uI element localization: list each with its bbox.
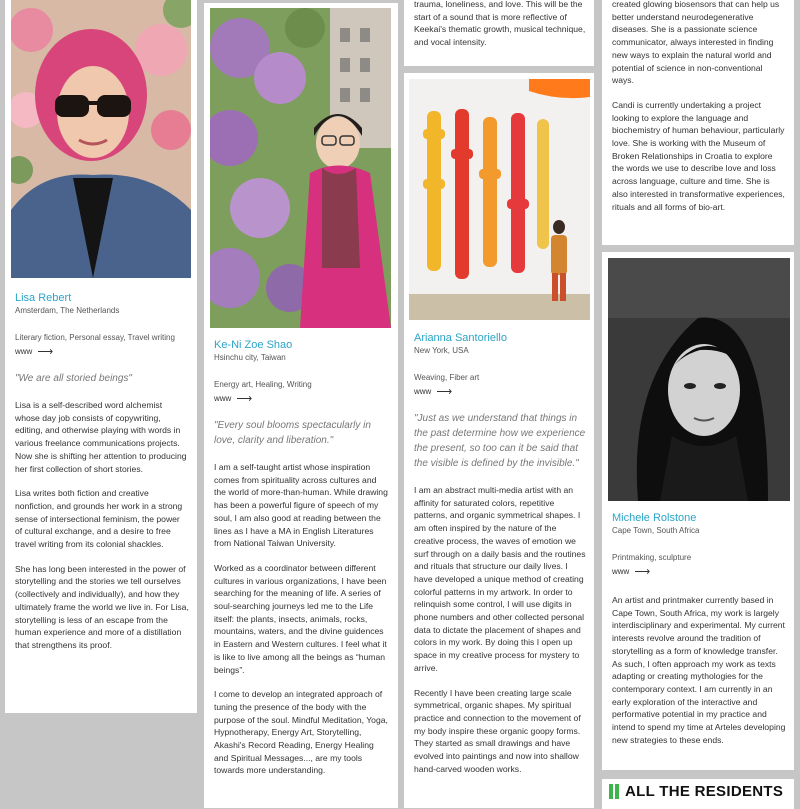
profile-paragraph: Candi is currently undertaking a project looking to explore the language and biochemistry of human behaviour, particularly love. She is working with the Museum of Broken Relationships in Croatia to explore the words we use to describe love and loss across language, culture and time. She is also interested in transformative experiences, rituals and all forms of bio-art. xyxy=(612,99,785,212)
profile-tags: Energy art, Healing, Writing xyxy=(214,380,312,389)
section-heading: ALL THE RESIDENTS xyxy=(625,783,784,800)
profile-paragraph: trauma, loneliness, and love. This will be the start of a sound that is more reflective of Keekai's thematic growth, musical technique, and vocal intensity. xyxy=(414,0,586,48)
profile-photo-michele-rolstone[interactable] xyxy=(608,258,790,501)
profile-card-fragment xyxy=(404,0,594,66)
profile-paragraph: Lisa writes both fiction and creative nonfiction, and grounds her work in a strong sense of intersectional feminism, the power of cultural exchange, and a desire to free travel writing from its colonial shackles. xyxy=(15,488,183,550)
website-link[interactable] xyxy=(414,386,586,398)
arrow-right-icon[interactable]: ⟶ xyxy=(37,346,54,358)
profile-quote: "Every soul blooms spectacularly in love, clarity and liberation." xyxy=(214,420,371,446)
website-link-label[interactable]: www xyxy=(15,347,33,356)
arrow-right-icon[interactable]: ⟶ xyxy=(236,393,253,405)
profile-paragraph: An artist and printmaker currently based in Cape Town, South Africa, my work is largely interdisciplinary and experimental. My current interests revolve around the tradition of storytelling as a form of knowledge transfer. As such, I often approach my work as texts adapting or creating mythologies for the contemporary context. I am currently in an early exploration of the interactive and performative potential in my practice and intend to spend my time at Arteles developing new strategies to these ends. xyxy=(612,595,786,745)
all-residents-section xyxy=(602,779,794,809)
arrow-right-icon[interactable]: ⟶ xyxy=(436,386,453,398)
profile-card-lisa-rebert xyxy=(5,0,197,713)
profile-location: Cape Town, South Africa xyxy=(612,526,700,535)
website-link-label[interactable]: www xyxy=(414,387,432,396)
profile-paragraph: I am an abstract multi-media artist with an affinity for saturated colors, repetitive patterns, and organic symmetrical shapes. I am often inspired by the nature of the creative process, the waves of emotion we surf through on a daily basis and the routines and rituals that structure our daily lives. I have developed a unique method of creating colorful patterns in my artwork. In order to relinquish some control, I will use digits in phone numbers and other collected personal data to dictate the placement of shapes and colors in my work. By doing this I open up space in my creative process for mystery to arrive. xyxy=(414,485,586,673)
profile-card-ke-ni-zoe-shao xyxy=(204,3,398,808)
profile-quote: "Just as we understand that things in the past determine how we experience the present, so too can it be said that the visible is defined by the invisible." xyxy=(414,413,586,469)
profile-card-fragment xyxy=(602,0,794,245)
profile-quote: "We are all storied beings" xyxy=(15,373,132,384)
profile-photo-ke-ni-zoe-shao[interactable] xyxy=(210,8,391,328)
profile-paragraph: Recently I have been creating large scale symmetrical, organic shapes. My spiritual practice and connection to the movement of my body inspire these organic goopy forms. They started as small drawings and have evolved into paintings and now into shallow hand-carved wooden works. xyxy=(414,687,581,774)
website-link-label[interactable]: www xyxy=(612,567,630,576)
profile-card-michele-rolstone xyxy=(602,252,794,770)
arrow-right-icon[interactable]: ⟶ xyxy=(634,566,651,578)
profile-tags: Weaving, Fiber art xyxy=(414,373,480,382)
profile-name[interactable]: Ke-Ni Zoe Shao xyxy=(214,339,293,351)
profile-name[interactable]: Michele Rolstone xyxy=(612,512,697,524)
profile-card-arianna-santoriello xyxy=(404,73,594,808)
section-marker-icon xyxy=(609,784,619,799)
profile-location: New York, USA xyxy=(414,346,469,355)
profile-location: Amsterdam, The Netherlands xyxy=(15,306,120,315)
profile-paragraph: Worked as a coordinator between different cultures in various organizations, I have been searching for the meaning of life. A series of soul-searching journeys led me to the Life itself: the plants, insects, animals, rocks, mountains, waters, and the divine guidences in Eastern and Western cultures. I feel what it is like to live among all the beings as “human beings”. xyxy=(214,562,387,675)
profile-photo-lisa-rebert[interactable] xyxy=(11,0,191,278)
website-link[interactable] xyxy=(612,566,786,578)
website-link-label[interactable]: www xyxy=(214,394,232,403)
profile-tags: Literary fiction, Personal essay, Travel writing xyxy=(15,333,175,342)
website-link[interactable] xyxy=(214,393,390,405)
profile-photo-arianna-santoriello[interactable] xyxy=(409,79,590,320)
profile-paragraph: created glowing biosensors that can help us better understand neurodegenerative diseases. She is a passionate science communicator, always interested in finding new ways to explain the natural world and potential of science in non-conventional ways. xyxy=(612,0,780,86)
website-link[interactable] xyxy=(15,346,189,358)
profile-name[interactable]: Lisa Rebert xyxy=(15,292,72,304)
profile-paragraph: She has long been interested in the power of storytelling and the stories we tell ourselves (collectively and individually), and how they ultimately frame the world we live in. For Lisa, storytelling is less of an escape from the human experience and more of a distillation that strengthens its proof. xyxy=(15,563,189,650)
profile-paragraph: I come to develop an integrated approach of tuning the presence of the body with the purpose of the soul. Mindful Meditation, Yoga, Hypnotherapy, Energy Art, Storytelling, Akashi's Record Reading, Energy Healing and Spiritual Messages..., are my tools towards more understanding. xyxy=(214,689,388,776)
profile-paragraph: I am a self-taught artist whose inspiration comes from spirituality across cultures and the world of more-than-human. While drawing has been a powerful figure of speech of my soul, I am also good at reading between the lines as I have a MA in English Literatures from National Taiwan University. xyxy=(214,462,388,549)
profile-tags: Printmaking, sculpture xyxy=(612,553,692,562)
profile-location: Hsinchu city, Taiwan xyxy=(214,353,286,362)
profile-paragraph: Lisa is a self-described word alchemist whose day job consists of copywriting, editing, and otherwise playing with words in various freelance communications projects. Now she is shifting her attention to producing her first collection of short stories. xyxy=(15,400,187,474)
profile-name[interactable]: Arianna Santoriello xyxy=(414,332,507,344)
